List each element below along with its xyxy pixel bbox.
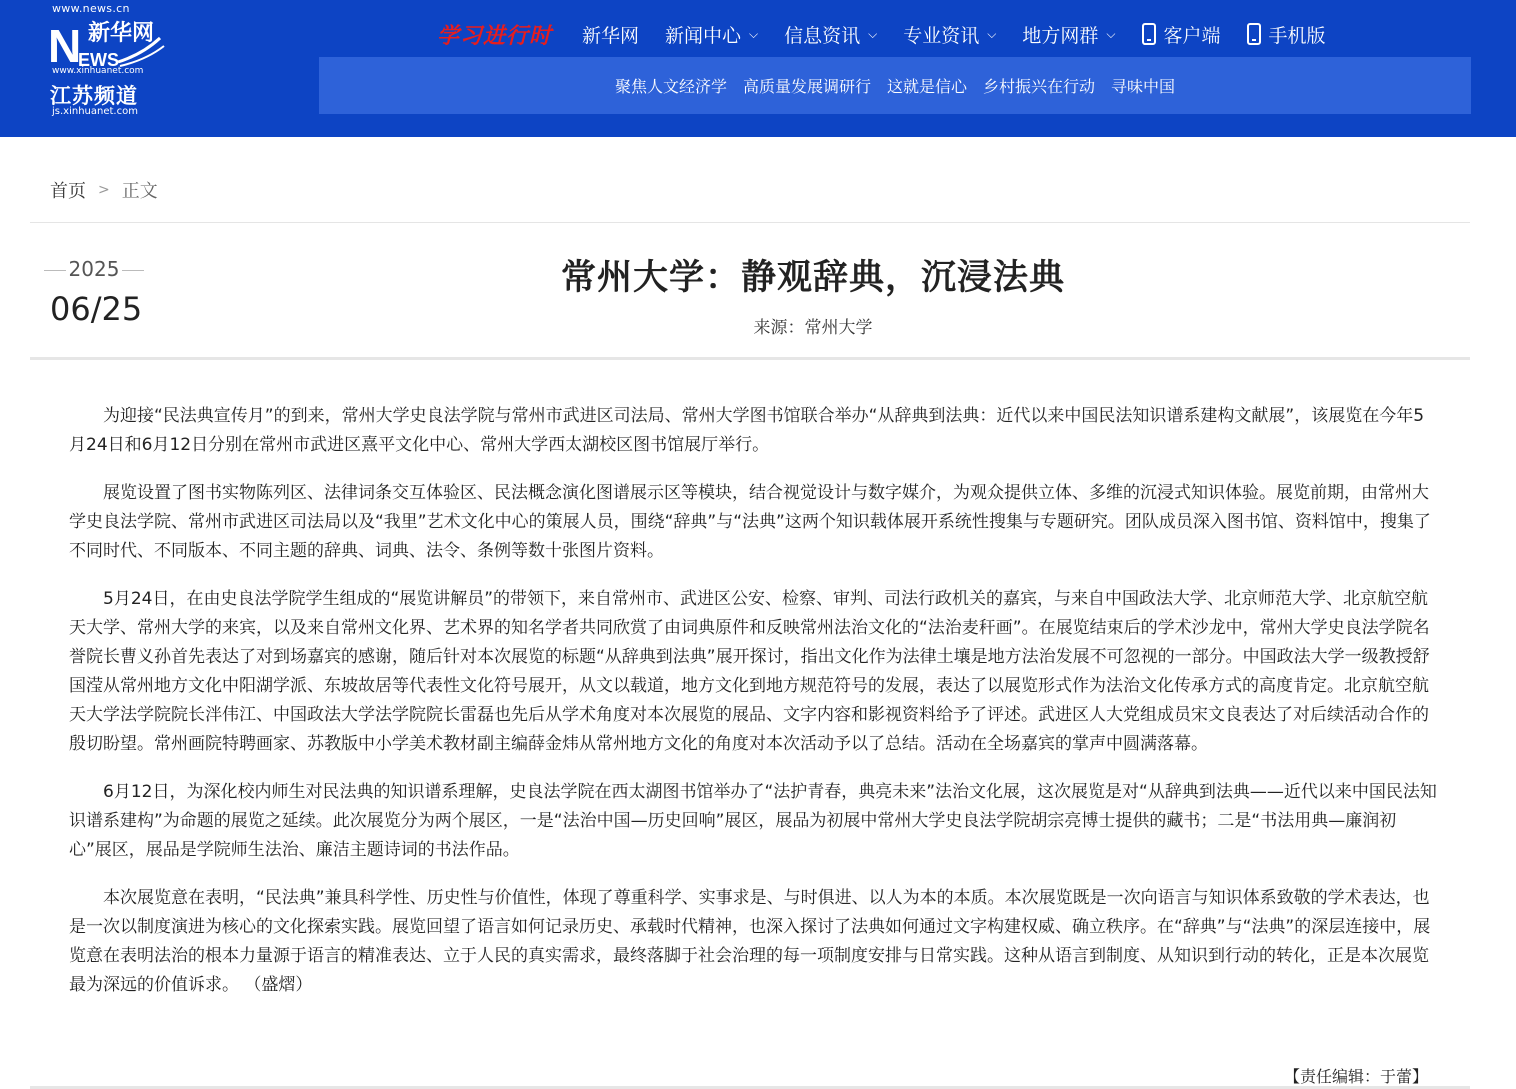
article-paragraph: 6月12日，为深化校内师生对民法典的知识谱系理解，史良法学院在西太湖图书馆举办了“法护青春，典亮未来”法治文化展，这次展览是对“从辞典到法典——近代以来中国民法知识谱系建构”为命题的展览之延续。此次展览分为两个展区，一是“法治中国—历史回响”展区，展品为初展中常州大学史良法学院胡宗亮博士提供的藏书；二是“书法用典—廉润初心”展区，展品是学院师生法治、廉洁主题诗词的书法作品。: [69, 782, 1437, 860]
publish-date: 06/25: [50, 290, 143, 328]
breadcrumb: [50, 177, 158, 203]
article-source: 来源：常州大学: [753, 318, 873, 338]
logo-sub-url: www.xinhuanet.com: [52, 66, 144, 76]
divider: [30, 222, 1470, 223]
client-app-icon: [1142, 23, 1156, 45]
nav-mobile[interactable]: [1247, 21, 1326, 48]
nav-label: 手机版: [1268, 24, 1326, 47]
sub-nav-item[interactable]: 高质量发展调研行: [742, 77, 871, 96]
nav-news-center[interactable]: [665, 21, 758, 48]
article-paragraph: 展览设置了图书实物陈列区、法律词条交互体验区、民法概念演化图谱展示区等模块，结合视觉设计与数字媒介，为观众提供立体、多维的沉浸式知识体验。展览前期，由常州大学史良法学院、常州市武进区司法局以及“我里”艺术文化中心的策展人员，围绕“辞典”与“法典”这两个知识载体展开系统性搜集与专题研究。团队成员深入图书馆、资料馆中，搜集了不同时代、不同版本、不同主题的辞典、词典、法令、条例等数十张图片资料。: [69, 483, 1431, 561]
svg-text:EWS: EWS: [78, 50, 120, 68]
article-paragraph: 本次展览意在表明，“民法典”兼具科学性、历史性与价值性，体现了尊重科学、实事求是、与时俱进、以人为本的本质。本次展览既是一次向语言与知识体系致敬的学术表达，也是一次以制度演进为核心的文化探索实践。展览回望了语言如何记录历史、承载时代精神，也深入探讨了法典如何通过文字构建权威、确立秩序。在“辞典”与“法典”的深层连接中，展览意在表明法治的根本力量源于语言的精准表达、立于人民的真实需求，最终落脚于社会治理的每一项制度安排与日常实践。这种从语言到制度、从知识到行动的转化，正是本次展览最为深远的价值诉求。 （盛熠）: [69, 888, 1431, 995]
channel-name: 江苏频道: [50, 84, 138, 108]
nav-label: 客户端: [1163, 24, 1221, 47]
nav-xinhuanet[interactable]: [582, 21, 639, 48]
nav-label: 地方网群: [1022, 24, 1099, 47]
nav-professional[interactable]: [903, 21, 996, 48]
chevron-down-icon: ⌵: [749, 26, 759, 41]
article-paragraph: 为迎接“民法典宣传月”的到来，常州大学史良法学院与常州市武进区司法局、常州大学图书馆联合举办“从辞典到法典：近代以来中国民法知识谱系建构文献展”，该展览在今年5月24日和6月12日分别在常州市武进区熹平文化中心、常州大学西太湖校区图书馆展厅举行。: [69, 406, 1425, 455]
site-header: [0, 0, 1516, 137]
nav-local[interactable]: [1022, 21, 1115, 48]
logo-url: www.news.cn: [52, 2, 130, 15]
logo-cn-name: 新华网: [88, 21, 155, 46]
sub-nav-item[interactable]: 聚焦人文经济学: [614, 77, 727, 96]
responsible-editor: 【责任编辑：于蕾】: [1283, 1067, 1428, 1086]
channel-url: js.xinhuanet.com: [52, 106, 138, 117]
nav-label: 信息资讯: [784, 24, 861, 47]
article-body: [69, 402, 1437, 1019]
nav-label: 专业资讯: [903, 24, 980, 47]
nav-info[interactable]: [784, 21, 877, 48]
article-title: 常州大学：静观辞典，沉浸法典: [560, 258, 1065, 298]
nav-label: 新闻中心: [665, 24, 742, 47]
breadcrumb-home[interactable]: 首页: [50, 181, 86, 202]
divider: [30, 357, 1470, 360]
main-nav: [437, 16, 1352, 52]
breadcrumb-separator: >: [98, 182, 110, 198]
site-logo[interactable]: [48, 2, 178, 120]
chevron-down-icon: ⌵: [1106, 26, 1116, 41]
chevron-down-icon: ⌵: [987, 26, 997, 41]
nav-label: 新华网: [582, 24, 640, 47]
sub-nav-item[interactable]: 寻味中国: [1111, 77, 1176, 96]
publish-year: 2025: [44, 257, 144, 281]
svg-text:N: N: [48, 20, 82, 68]
sub-nav-item[interactable]: 乡村振兴在行动: [983, 77, 1096, 96]
mobile-phone-icon: [1247, 23, 1261, 45]
breadcrumb-current: 正文: [121, 181, 158, 202]
study-badge-link[interactable]: 学习进行时: [437, 23, 553, 49]
nav-client[interactable]: [1142, 21, 1221, 48]
sub-nav-item[interactable]: 这就是信心: [886, 77, 967, 96]
sub-nav: [319, 57, 1471, 114]
chevron-down-icon: ⌵: [868, 26, 878, 41]
article-paragraph: 5月24日，在由史良法学院学生组成的“展览讲解员”的带领下，来自常州市、武进区公安、检察、审判、司法行政机关的嘉宾，与来自中国政法大学、北京师范大学、北京航空航天大学、常州大学的来宾，以及来自常州文化界、艺术界的知名学者共同欣赏了由词典原件和反映常州法治文化的“法治麦秆画”。在展览结束后的学术沙龙中，常州大学史良法学院名誉院长曹义孙首先表达了对到场嘉宾的感谢，随后针对本次展览的标题“从辞典到法典”展开探讨，指出文化作为法律土壤是地方法治发展不可忽视的一部分。中国政法大学一级教授舒国滢从常州地方文化中阳湖学派、东坡故居等代表性文化符号展开，从文以载道，地方文化到地方规范符号的发展，表达了以展览形式作为法治文化传承方式的高度肯定。北京航空航天大学法学院院长泮伟江、中国政法大学法学院院长雷磊也先后从学术角度对本次展览的展品、文字内容和影视资料给予了评述。武进区人大党组成员宋文良表达了对后续活动合作的殷切盼望。常州画院特聘画家、苏教版中小学美术教材副主编薛金炜从常州地方文化的角度对本次活动予以了总结。活动在全场嘉宾的掌声中圆满落幕。: [69, 589, 1430, 754]
